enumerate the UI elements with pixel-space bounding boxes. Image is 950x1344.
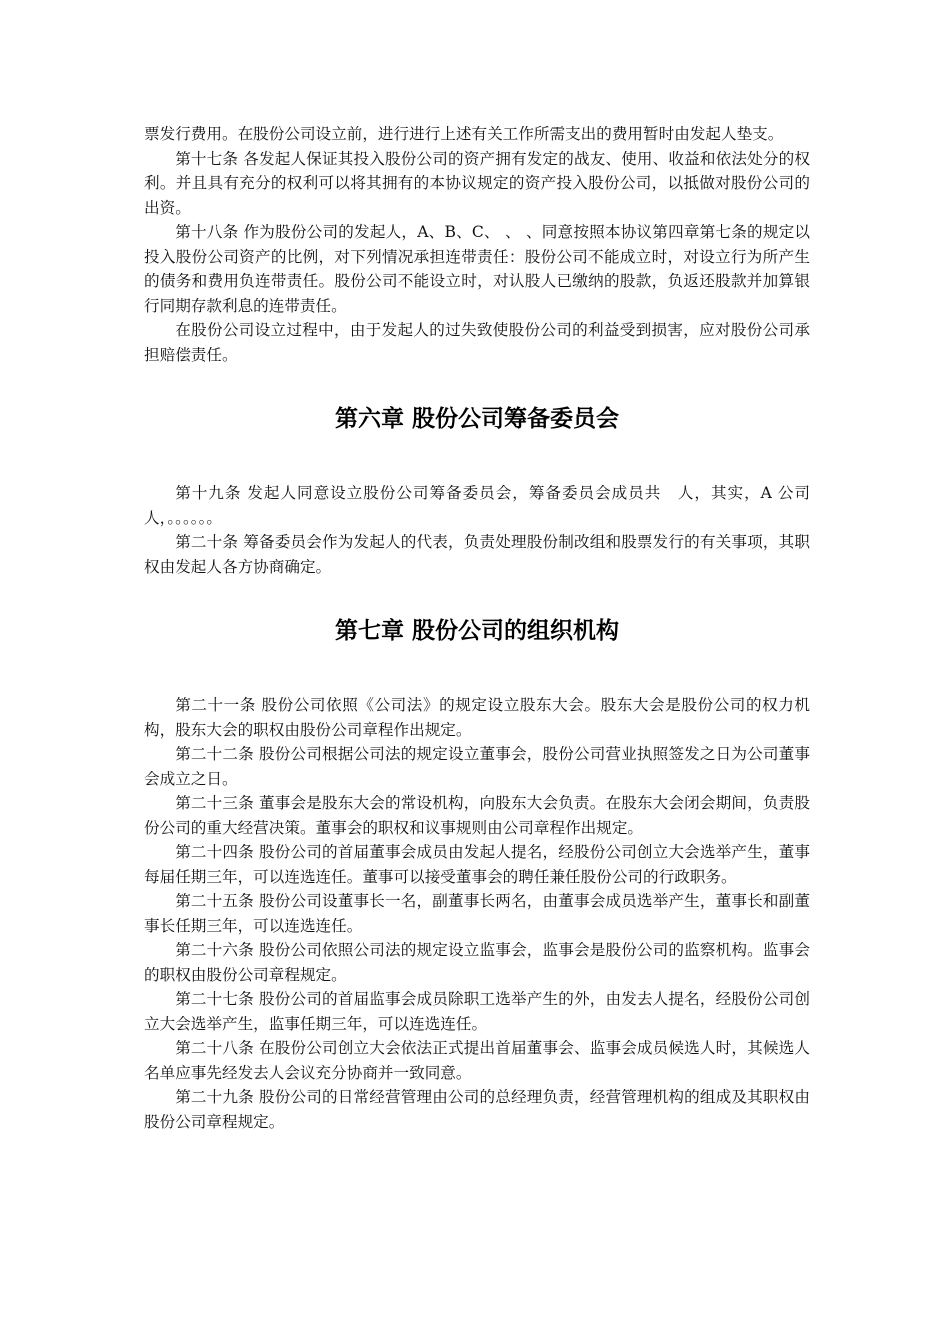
chapter-6-heading: 第六章 股份公司筹备委员会 bbox=[334, 406, 619, 432]
article-21: 第二十一条 股份公司依照《公司法》的规定设立股东大会。股东大会是股份公司的权力机构，股东大会的职权由股份公司章程作出规定。 bbox=[144, 696, 810, 739]
article-28: 第二十八条 在股份公司创立大会依法正式提出首届董事会、监事会成员候选人时，其候选人名单应事先经发去人会议充分协商并一致同意。 bbox=[144, 1039, 810, 1082]
chapter-7-heading: 第七章 股份公司的组织机构 bbox=[334, 618, 619, 644]
paragraph-fee-continuation: 票发行费用。在股份公司设立前，进行进行上述有关工作所需支出的费用暂时由发起人垫支。 bbox=[144, 125, 784, 143]
article-17: 第十七条 各发起人保证其投入股份公司的资产拥有发定的战友、使用、收益和依法处分的权利。并且具有充分的权利可以将其拥有的本协议规定的资产投入股份公司，以抵做对股份公司的出资。 bbox=[144, 149, 810, 217]
paragraph-liability: 在股份公司设立过程中，由于发起人的过失致使股份公司的利益受到损害，应对股份公司承担赔偿责任。 bbox=[144, 321, 810, 364]
article-26: 第二十六条 股份公司依照公司法的规定设立监事会，监事会是股份公司的监察机构。监事会的职权由股份公司章程规定。 bbox=[144, 941, 810, 984]
article-20: 第二十条 筹备委员会作为发起人的代表，负责处理股份制改组和股票发行的有关事项，其职权由发起人各方协商确定。 bbox=[144, 533, 810, 576]
article-19: 第十九条 发起人同意设立股份公司筹备委员会，筹备委员会成员共 人，其实，A 公司 人，。。。。。。 bbox=[144, 484, 826, 527]
article-25: 第二十五条 股份公司设董事长一名，副董事长两名，由董事会成员选举产生，董事长和副董事长任期三年，可以连选连任。 bbox=[144, 892, 810, 935]
article-27: 第二十七条 股份公司的首届监事会成员除职工选举产生的外，由发去人提名，经股份公司创立大会选举产生，监事任期三年，可以连选连任。 bbox=[144, 990, 810, 1033]
article-22: 第二十二条 股份公司根据公司法的规定设立董事会，股份公司营业执照签发之日为公司董事会成立之日。 bbox=[144, 745, 810, 788]
article-24: 第二十四条 股份公司的首届董事会成员由发起人提名，经股份公司创立大会选举产生，董事每届任期三年，可以连选连任。董事可以接受董事会的聘任兼任股份公司的行政职务。 bbox=[144, 843, 810, 886]
article-18: 第十八条 作为股份公司的发起人，A、B、C、 、 、同意按照本协议第四章第七条的规定以投入股份公司资产的比例，对下列情况承担连带责任：股份公司不能成立时，对设立行为所产生的债务和费用负连带责任。股份公司不能设立时，对认股人已缴纳的股款，负返还股款并加算银行同期存款利息的连带责任。 bbox=[144, 223, 810, 315]
article-29: 第二十九条 股份公司的日常经营管理由公司的总经理负责，经营管理机构的组成及其职权由股份公司章程规定。 bbox=[144, 1088, 810, 1131]
article-23: 第二十三条 董事会是股东大会的常设机构，向股东大会负责。在股东大会闭会期间，负责股份公司的重大经营决策。董事会的职权和议事规则由公司章程作出规定。 bbox=[144, 794, 810, 837]
document-page bbox=[144, 122, 826, 1134]
